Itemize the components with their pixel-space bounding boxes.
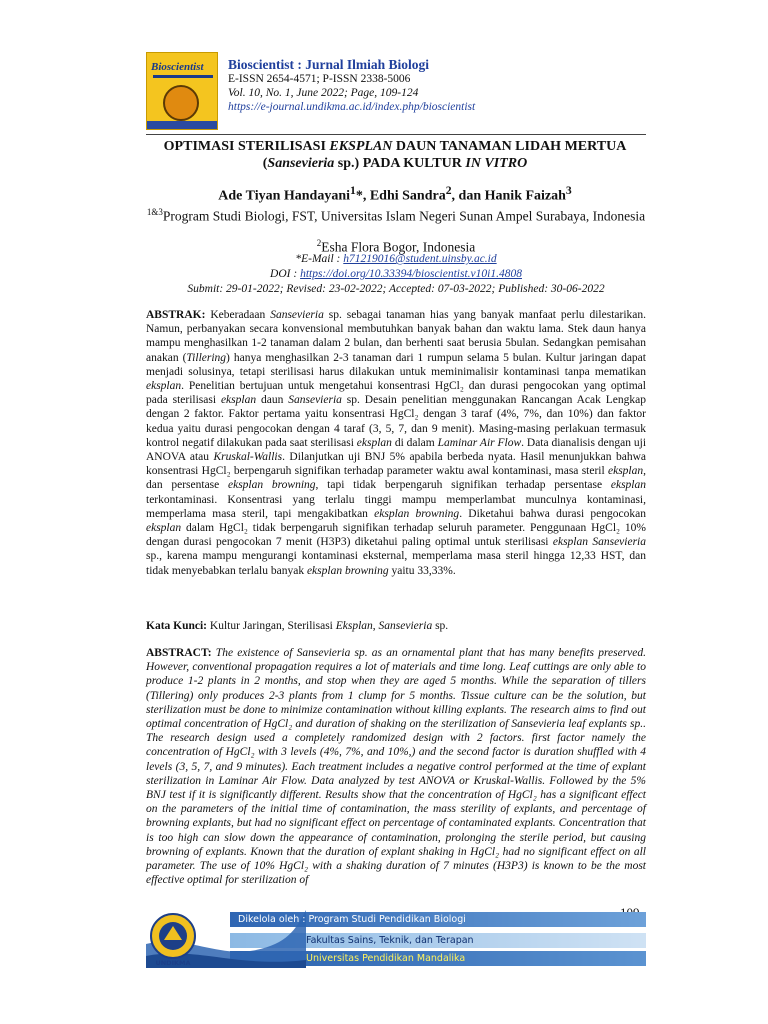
header-divider	[146, 134, 646, 135]
journal-header	[146, 52, 646, 132]
affiliation-2: $^2$Esha Flora Bogor, Indonesia	[316, 238, 476, 255]
paper-title: OPTIMASI STERILISASI EKSPLAN DAUN TANAMAN LIDAH MERTUA (Sansevieria sp.) PADA KULTUR IN VITRO	[163, 139, 627, 171]
abstract-english: ABSTRACT: The existence of Sansevieria sp. as an ornamental plant that has many benefits preserved. However, conventional propagation requires a lot of materials and time long. Leaf cuttings are only able to produce 1-2 plants in 2 months, and stop when they are aged 5 months. While the separation of tillers (Tillering) only produces 2-3 plants from 1 clump for 5 months. Tissue culture can be the solution, but sterilization must be done to minimize contamination without killing explants. The research aims to find out optimal concentration of HgCl₂ and duration of shaking on the sterilization of Sansevieria leaf explants sp.. The research design used a completely randomized design with 2 factors. first factor namely the concentration of HgCl₂ with 3 levels (4%, 7%, and 10%,) and the second factor is duration shuffled with 4 levels (3, 5, 7, and 9 minutes). Each treatment includes a negative control performed at the time of explant sterilization in Laminar Air Flow. Data analyzed by test ANOVA or Kruskal-Wallis. Followed by the 5% BNJ test if it is significantly different. Results show that the concentration of HgCl₂ has a significant effect on the parameters of the initial time of contamination, the mass sterility of explants, and percentage of browning explants, but had no significant effect on percentage of contaminated explants. Concentration that is too high can slow down the appearance of contamination, prolonging the sterile period, but causing browning of explants. Known that the duration of explant shaking in HgCl₂ had no significant effect on all parameter. The use of 10% HgCl₂ with a shaking duration of 7 minutes (H3P3) is known to be the most effective optimal for sterilization of	[146, 647, 646, 887]
keywords: Kata Kunci: Kultur Jaringan, Sterilisasi Eksplan, Sansevieria sp.	[146, 620, 449, 632]
journal-issn: E-ISSN 2654-4571; P-ISSN 2338-5006	[228, 73, 411, 85]
journal-name: Bioscientist : Jurnal Ilmiah Biologi	[228, 57, 430, 72]
journal-volume: Vol. 10, No. 1, June 2022; Page, 109-124	[228, 87, 419, 99]
affiliation-1: $^{1\&3}$Program Studi Biologi, FST, Universitas Islam Negeri Sunan Ampel Surabaya, Indonesia	[146, 207, 646, 224]
footer-university: Universitas Pendidikan Mandalika	[306, 953, 466, 964]
footer-faculty: Fakultas Sains, Teknik, dan Terapan	[306, 935, 474, 946]
paper-metadata: *E-Mail : h71219016@student.uinsby.ac.id DOI : https://doi.org/10.33394/bioscientist.v10i1.4808 Submit: 29-01-2022; Revised: 23-02-2022; Accepted: 07-03-2022; Published: 30-06-2022	[146, 252, 646, 297]
abstrak-indonesian: ABSTRAK: Keberadaan Sansevieria sp. sebagai tanaman hias yang banyak manfaat perlu dilestarikan. Namun, perbanyakan secara konvensional membutuhkan banyak bahan dan waktu lama. Stek daun hanya mampu menghasilkan 1-2 tanaman dalam 2 bulan, dan berhenti saat berusia 5bulan. Sedangkan pemisahan anakan (Tillering) hanya menghasilkan 2-3 tanaman dari 1 rumpun selama 5 bulan. Kultur jaringan dapat menjadi solusinya, tetapi sterilisasi harus dilakukan untuk meminimalisir kontaminasi tanpa mematikan eksplan. Penelitian bertujuan untuk mengetahui konsentrasi HgCl₂ dan durasi pengocokan yang optimal pada sterilisasi eksplan daun Sansevieria sp. Desain penelitian menggunakan Rancangan Acak Lengkap dengan 2 faktor. Faktor pertama yaitu konsentrasi HgCl₂ dengan 3 taraf (4%, 7%, dan 10%) dan faktor kedua yaitu durasi pengocokan dengan 4 taraf (3, 5, 7, dan 9 menit). Masing-masing perlakuan termasuk kontrol negatif dilakukan pada saat sterilisasi eksplan di dalam Laminar Air Flow. Data dianalisis dengan uji ANOVA atau Kruskal-Wallis. Dilanjutkan uji BNJ 5% apabila berbeda nyata. Hasil menunjukkan bahwa konsentrasi HgCl₂ berpengaruh signifikan terhadap parameter waktu awal kontaminasi, masa steril eksplan, dan persentase eksplan browning, tapi tidak berpengaruh signifikan terhadap persentase eksplan terkontaminasi. Konsentrasi yang terlalu tinggi mampu memperlambat munculnya kontaminasi, memperlama masa steril, tapi mengakibatkan eksplan browning. Diketahui bahwa durasi pengocokan eksplan dalam HgCl₂ tidak berpengaruh signifikan terhadap seluruh parameter. Penggunaan HgCl₂ 10% dengan durasi pengocokan 7 menit (H3P3) diketahui paling optimal untuk sterilisasi eksplan Sansevieria sp., karena mampu mengurangi kontaminasi eksternal, memperlama masa steril hingga 12,33 HST, dan tidak menyebabkan terlalu banyak eksplan browning yaitu 33,33%.	[146, 309, 647, 577]
doi-link[interactable]: https://doi.org/10.33394/bioscientist.v10i1.4808	[300, 268, 522, 280]
logo-text: UNDIKMA	[155, 959, 191, 967]
footer-managed-by: Dikelola oleh : Program Studi Pendidikan Biologi	[238, 914, 466, 925]
author-list: Ade Tiyan Handayani$^1$*, Edhi Sandra$^2$, dan Hanik Faizah$^3$	[218, 184, 572, 204]
cover-title: Bioscientist	[151, 61, 204, 73]
journal-info	[228, 58, 475, 114]
email-link[interactable]: h71219016@student.uinsby.ac.id	[343, 253, 497, 265]
cover-emblem	[163, 85, 199, 121]
submission-dates: Submit: 29-01-2022; Revised: 23-02-2022; Accepted: 07-03-2022; Published: 30-06-2022	[187, 283, 605, 295]
university-logo	[146, 910, 200, 968]
journal-cover-image	[146, 52, 218, 130]
journal-url[interactable]: https://e-journal.undikma.ac.id/index.php/bioscientist	[228, 101, 476, 113]
footer-banner	[146, 910, 646, 968]
